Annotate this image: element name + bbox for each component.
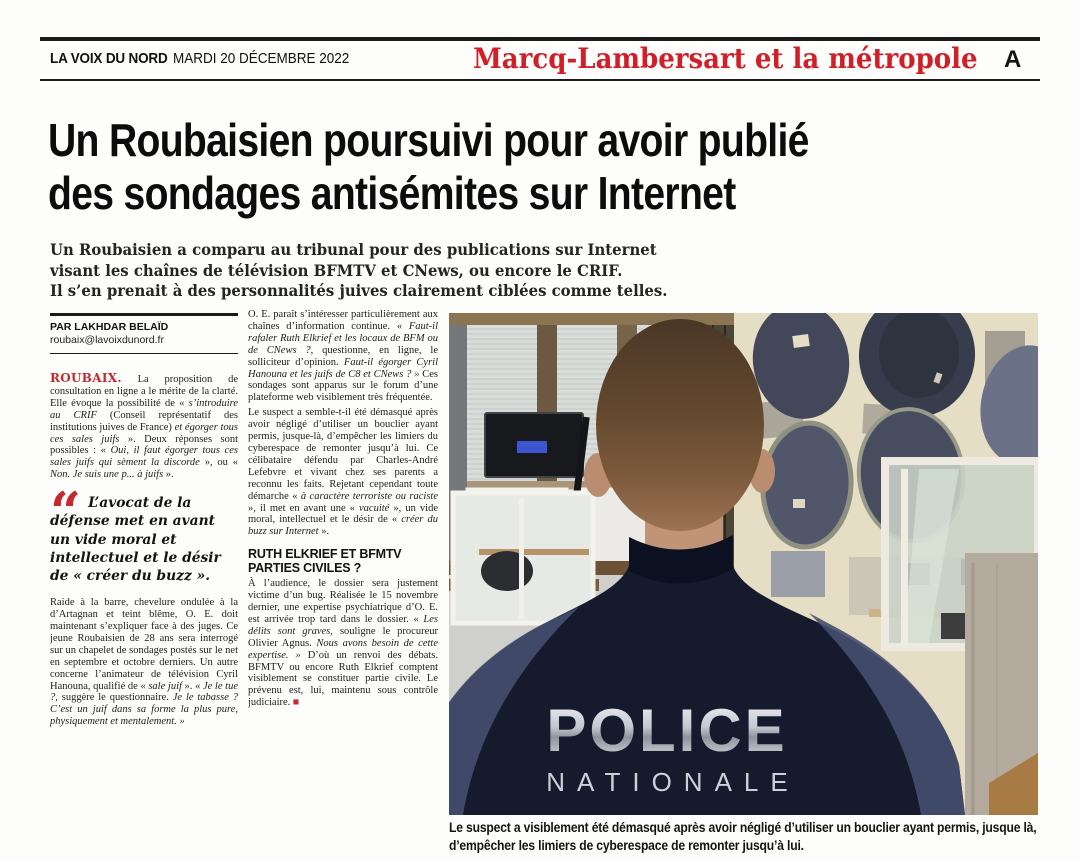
courtroom-photo-illustration xyxy=(449,313,1038,815)
jacket-nationale-text: NATIONALE xyxy=(546,767,800,797)
byline-email: roubaix@lavoixdunord.fr xyxy=(50,334,164,346)
headline xyxy=(48,114,809,220)
jacket-police-text: POLICE xyxy=(546,697,788,764)
pull-quote-text: L’avocat de la défense met en avant un vide moral et intellectuel et le désir de « créer du buzz ». xyxy=(50,495,221,584)
standfirst-line-2: visant les chaînes de télévision BFMTV et CNews, ou encore le CRIF. xyxy=(50,260,623,280)
quote-mark-icon: “ xyxy=(50,480,82,545)
paragraph-polls: O. E. paraît s’intéresser particulièrement aux chaînes d’information continue. « Faut-il rafaler Ruth Elkrief et les locaux de BFM ou de CNews ?, questionne, en ligne, le solliciteur d’opinion. Faut-il égorger Cyril Hanouna et les juifs de C8 et CNews ? » Ces sondages sont apparus sur le forum d’une plateforme web visiblement très fréquentée. xyxy=(248,309,438,404)
standfirst xyxy=(50,240,667,302)
crosshead xyxy=(248,547,438,575)
paragraph-trial: À l’audience, le dossier sera justement victime d’un bug. Réalisée le 15 novembre dernier, une expertise psychiatrique d’O. E. est arrivée trop tard dans le dossier. « Les délits sont graves, souligne le procureur Olivier Agnus. Nous avons besoin de cette expertise. » D’où un renvoi des débats. BFMTV ou encore Ruth Elkrief comptent visiblement se constituer partie civile. Le prévenu est, lui, maintenu sous contrôle judiciaire. ■ xyxy=(248,578,438,709)
paragraph-unmasked: Le suspect a semble-t-il été démasqué après avoir négligé d’utiliser un bouclier ayant permis, jusque-là, d’empêcher les limiers du cyberespace de remonter jusqu’à lui. Ce célibataire défendu par Charles-André Lefebvre et vivant chez ses parents a reconnu les faits. Rejetant cependant toute démarche « à caractère terroriste ou raciste », il met en avant une « vacuité », un vide moral, intellectuel et le désir de « créer du buzz sur Internet ». xyxy=(248,407,438,538)
headline-line-2: des sondages antisémites sur Internet xyxy=(48,167,736,219)
article-photo xyxy=(449,313,1038,815)
byline-box xyxy=(50,313,238,354)
byline-author: PAR LAKHDAR BELAÏD xyxy=(50,321,169,333)
crosshead-line-1: RUTH ELKRIEF ET BFMTV xyxy=(248,547,402,562)
photo-caption: Le suspect a visiblement été démasqué après avoir négligé d’utiliser un bouclier ayant permis, jusque là, d’empêcher les limiers de cyberespace de remonter jusqu’à lui. xyxy=(449,820,1037,853)
headline-line-1: Un Roubaisien poursuivi pour avoir publié xyxy=(48,114,809,166)
section-title: Marcq-Lambersart et la métropole xyxy=(473,42,978,75)
crosshead-line-2: PARTIES CIVILES ? xyxy=(248,561,362,576)
page-letter: A xyxy=(1004,46,1022,73)
paragraph-hearing: Raide à la barre, chevelure ondulée à la d’Artagnan et teint blême, O. E. doit maintenant s’expliquer face à des juges. Ce jeune Roubaisien de 28 ans sera interrogé sur un chapelet de sondages postés sur le net en septembre et octobre derniers. Un autre concerne l’animateur de télévision Cyril Hanouna, qualifié de « sale juif ». « Je le tue ?, suggère le questionnaire. Je le tabasse ? C’est un juif dans sa forme la plus pure, physiquement et mentalement. » xyxy=(50,597,238,728)
glass-partition-left xyxy=(453,493,593,623)
brand-name: LA VOIX DU NORD xyxy=(50,50,168,67)
pull-quote xyxy=(50,480,238,585)
masthead-bottom-rule xyxy=(40,79,1040,81)
issue-date: MARDI 20 DÉCEMBRE 2022 xyxy=(172,50,350,67)
suspect-head xyxy=(596,319,764,531)
article-column-2 xyxy=(248,309,438,860)
concrete-pillar xyxy=(965,553,1038,815)
standfirst-line-1: Un Roubaisien a comparu au tribunal pour des publications sur Internet xyxy=(50,240,657,259)
standfirst-line-3: Il s’en prenait à des personnalités juives clairement ciblées comme telles. xyxy=(50,281,668,300)
masthead-top-rule xyxy=(40,37,1040,41)
article-column-1 xyxy=(50,373,238,861)
paragraph-roubaix: ROUBAIX. La proposition de consultation en ligne a le mérite de la clarté. Elle évoque la possibilité de « s’introduire au CRIF (Conseil représentatif des institutions juives de France) et égorger tous ces sales juifs ». Deux réponses sont possibles : « Oui, il faut égorger tous ces sales juifs qui sèment la discorde », ou « Non. Je suis une p... à juifs ». xyxy=(50,373,238,481)
masthead-left xyxy=(50,50,349,67)
